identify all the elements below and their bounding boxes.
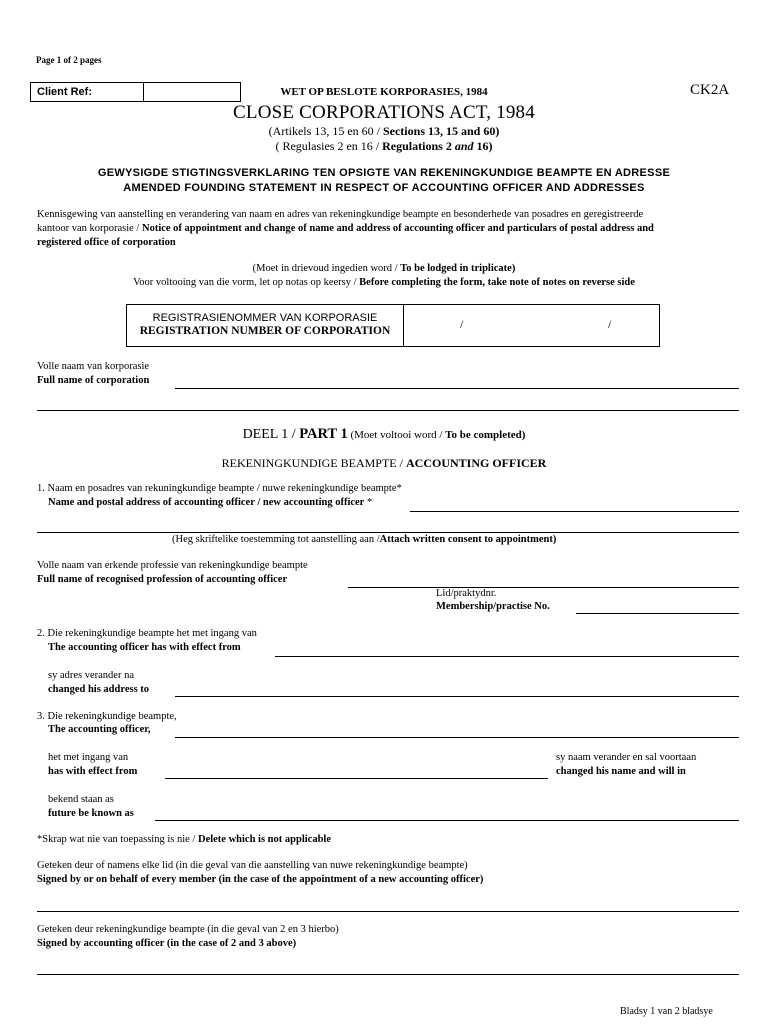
q2-effect-line[interactable]	[275, 656, 739, 657]
q2-address-label-en: changed his address to	[48, 684, 150, 695]
part1-heading: DEEL 1 / PART 1 (Moet voltooi word / To be completed)	[242, 426, 526, 442]
sign-officer-label-en: Signed by accounting officer (in the case of 2 and 3 above)	[37, 938, 297, 949]
consent-note: (Heg skriftelike toestemming tot aanstelling aan /Attach written consent to appointment)	[172, 534, 557, 545]
corp-name-label-af: Volle naam van korporasie	[37, 361, 150, 372]
notice-en-2: registered office of corporation	[37, 237, 176, 248]
q3-known-label-af: bekend staan as	[48, 794, 114, 805]
q3-effect-label-af: het met ingang van	[48, 752, 129, 763]
notice-line-2: kantoor van korporasie / Notice of appointment and change of name and address of accounting officer and particulars of postal address and	[37, 223, 654, 234]
q2-label-en: The accounting officer has with effect from	[48, 642, 241, 653]
corp-name-label-en: Full name of corporation	[37, 375, 150, 386]
membership-line[interactable]	[576, 613, 739, 614]
profession-label-af: Volle naam van erkende professie van rekeningkundige beampte	[37, 560, 308, 571]
profession-label-en: Full name of recognised profession of accounting officer	[37, 574, 288, 585]
q3-officer-line[interactable]	[175, 737, 739, 738]
q3-known-line[interactable]	[155, 820, 739, 821]
q3-known-label-en: future be known as	[48, 808, 134, 819]
q3-effect-line[interactable]	[165, 778, 548, 779]
q3-name-label-af: sy naam verander en sal voortaan	[556, 752, 697, 763]
q1-line-1[interactable]	[410, 511, 739, 512]
sign-members-label-af: Geteken deur of namens elke lid (in die geval van die aanstelling van nuwe rekeningkundige beampte)	[37, 860, 468, 871]
q2-address-line[interactable]	[175, 696, 739, 697]
page-count: Page 1 of 2 pages	[36, 55, 102, 65]
form-code: CK2A	[690, 82, 730, 98]
q1-line-2[interactable]	[37, 532, 739, 533]
regulations-line: ( Regulasies 2 en 16 / Regulations 2 and 16)	[275, 139, 493, 153]
q2-address-label-af: sy adres verander na	[48, 670, 134, 681]
q3-name-label-en: changed his name and will in	[556, 766, 686, 777]
reg-sep-2: /	[608, 317, 612, 331]
corp-name-line-2[interactable]	[37, 410, 739, 411]
reg-sep-1: /	[460, 317, 464, 331]
accounting-officer-heading: REKENINGKUNDIGE BEAMPTE / ACCOUNTING OFFICER	[221, 456, 547, 470]
q1-label-en: Name and postal address of accounting officer / new accounting officer *	[48, 497, 373, 508]
sign-members-label-en: Signed by or on behalf of every member (in the case of the appointment of a new accounting officer)	[37, 874, 484, 885]
title-en: AMENDED FOUNDING STATEMENT IN RESPECT OF ACCOUNTING OFFICER AND ADDRESSES	[123, 182, 645, 194]
sign-members-line[interactable]	[37, 911, 739, 912]
q1-label-af: 1. Naam en posadres van rekuningkundige beampte / nuwe rekeningkundige beampte*	[37, 483, 402, 494]
act-title-en: CLOSE CORPORATIONS ACT, 1984	[233, 102, 535, 123]
sign-officer-line[interactable]	[37, 974, 739, 975]
lodge-line: (Moet in drievoud ingedien word / To be lodged in triplicate)	[252, 263, 516, 274]
act-title-af: WET OP BESLOTE KORPORASIES, 1984	[280, 86, 488, 98]
q3-label-af: 3. Die rekeningkundige beampte,	[37, 711, 177, 722]
reg-label-af: REGISTRASIENOMMER VAN KORPORASIE	[152, 312, 378, 324]
registration-box	[126, 304, 660, 347]
notes-line: Voor voltooing van die vorm, let op notas op keersy / Before completing the form, take note of notes on reverse side	[133, 277, 635, 288]
reg-label-en: REGISTRATION NUMBER OF CORPORATION	[139, 325, 391, 337]
membership-label-af: Lid/praktydnr.	[436, 588, 497, 599]
page-number-footer: Bladsy 1 van 2 bladsye	[620, 1006, 713, 1017]
reg-number-input[interactable]	[405, 306, 657, 345]
q3-label-en: The accounting officer,	[48, 724, 151, 735]
corp-name-line-1[interactable]	[175, 388, 739, 389]
delete-note: *Skrap wat nie van toepassing is nie / Delete which is not applicable	[37, 834, 331, 845]
notice-af-1: Kennisgewing van aanstelling en verandering van naam en adres van rekeningkundige beampte en besonderhede van posadres en geregistreerde	[37, 209, 644, 220]
reg-divider	[403, 304, 404, 347]
sign-officer-label-af: Geteken deur rekeningkundige beampte (in die geval van 2 en 3 hierbo)	[37, 924, 339, 935]
q3-effect-label-en: has with effect from	[48, 766, 138, 777]
membership-label-en: Membership/practise No.	[436, 601, 550, 612]
sections-line: (Artikels 13, 15 en 60 / Sections 13, 15 and 60)	[268, 124, 500, 138]
profession-line[interactable]	[348, 587, 739, 588]
client-ref-label: Client Ref:	[37, 86, 92, 98]
title-af: GEWYSIGDE STIGTINGSVERKLARING TEN OPSIGTE VAN REKENINGKUNDIGE BEAMPTE EN ADRESSE	[97, 167, 671, 179]
q2-label-af: 2. Die rekeningkundige beampte het met ingang van	[37, 628, 257, 639]
